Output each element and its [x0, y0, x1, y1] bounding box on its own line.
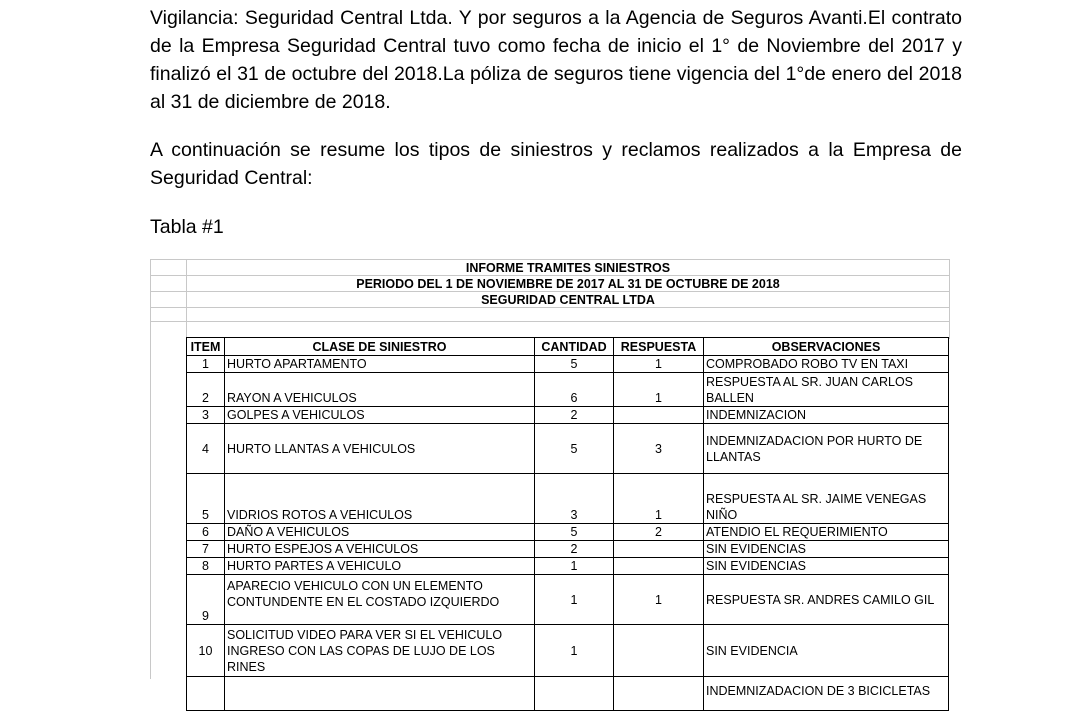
cell-observaciones: INDEMNIZADACION DE 3 BICICLETAS — [704, 677, 949, 711]
cell-respuesta: 1 — [614, 575, 704, 625]
cell-cantidad — [535, 677, 614, 711]
cell-item: 9 — [187, 575, 225, 625]
cell-cantidad: 5 — [535, 524, 614, 541]
cell-clase: HURTO LLANTAS A VEHICULOS — [225, 424, 535, 474]
cell-item: 5 — [187, 474, 225, 524]
header-respuesta: RESPUESTA — [614, 338, 704, 356]
table-row — [187, 541, 949, 558]
cell-cantidad: 2 — [535, 407, 614, 424]
claims-table — [186, 337, 949, 711]
cell-observaciones: RESPUESTA AL SR. JUAN CARLOS BALLEN — [704, 373, 949, 407]
table-row — [187, 677, 949, 711]
cell-clase: VIDRIOS ROTOS A VEHICULOS — [225, 474, 535, 524]
cell-cantidad: 1 — [535, 558, 614, 575]
cell-cantidad: 5 — [535, 424, 614, 474]
cell-clase: DAÑO A VEHICULOS — [225, 524, 535, 541]
cell-respuesta: 1 — [614, 474, 704, 524]
cell-respuesta — [614, 541, 704, 558]
cell-respuesta: 2 — [614, 524, 704, 541]
cell-respuesta: 3 — [614, 424, 704, 474]
cell-clase: HURTO ESPEJOS A VEHICULOS — [225, 541, 535, 558]
cell-observaciones: SIN EVIDENCIAS — [704, 558, 949, 575]
cell-cantidad: 1 — [535, 625, 614, 677]
table-row — [187, 524, 949, 541]
table-row — [187, 474, 949, 524]
spreadsheet-image — [150, 259, 950, 699]
cell-observaciones: RESPUESTA AL SR. JAIME VENEGAS NIÑO — [704, 474, 949, 524]
header-cantidad: CANTIDAD — [535, 338, 614, 356]
cell-observaciones: RESPUESTA SR. ANDRES CAMILO GIL — [704, 575, 949, 625]
cell-clase: RAYON A VEHICULOS — [225, 373, 535, 407]
cell-cantidad: 3 — [535, 474, 614, 524]
cell-observaciones: COMPROBADO ROBO TV EN TAXI — [704, 356, 949, 373]
cell-item — [187, 677, 225, 711]
cell-observaciones: SIN EVIDENCIAS — [704, 541, 949, 558]
cell-clase: HURTO PARTES A VEHICULO — [225, 558, 535, 575]
cell-cantidad: 6 — [535, 373, 614, 407]
header-clase: CLASE DE SINIESTRO — [225, 338, 535, 356]
cell-clase: GOLPES A VEHICULOS — [225, 407, 535, 424]
cell-clase — [225, 677, 535, 711]
cell-respuesta: 1 — [614, 356, 704, 373]
cell-item: 2 — [187, 373, 225, 407]
report-period: PERIODO DEL 1 DE NOVIEMBRE DE 2017 AL 31 DE OCTUBRE DE 2018 — [356, 277, 780, 291]
table-row — [187, 356, 949, 373]
table-header-row — [187, 338, 949, 356]
cell-item: 3 — [187, 407, 225, 424]
cell-cantidad: 1 — [535, 575, 614, 625]
cell-respuesta — [614, 677, 704, 711]
cell-observaciones: SIN EVIDENCIA — [704, 625, 949, 677]
cell-item: 8 — [187, 558, 225, 575]
cell-clase: SOLICITUD VIDEO PARA VER SI EL VEHICULO INGRESO CON LAS COPAS DE LUJO DE LOS RINES — [225, 625, 535, 677]
table-row — [187, 407, 949, 424]
table-row — [187, 424, 949, 474]
cell-item: 7 — [187, 541, 225, 558]
cell-item: 1 — [187, 356, 225, 373]
table-caption: Tabla #1 — [150, 216, 224, 238]
cell-observaciones: INDEMNIZACION — [704, 407, 949, 424]
cell-cantidad: 5 — [535, 356, 614, 373]
header-observaciones: OBSERVACIONES — [704, 338, 949, 356]
report-company: SEGURIDAD CENTRAL LTDA — [481, 293, 655, 307]
table-row — [187, 575, 949, 625]
cell-respuesta: 1 — [614, 373, 704, 407]
report-title: INFORME TRAMITES SINIESTROS — [465, 261, 671, 275]
summary-paragraph: A continuación se resume los tipos de siniestros y reclamos realizados a la Empresa de Seguridad Central: — [150, 139, 962, 189]
cell-item: 4 — [187, 424, 225, 474]
cell-clase: HURTO APARTAMENTO — [225, 356, 535, 373]
cell-respuesta — [614, 625, 704, 677]
cell-observaciones: INDEMNIZADACION POR HURTO DE LLANTAS — [704, 424, 949, 474]
cell-respuesta — [614, 558, 704, 575]
cell-clase: APARECIO VEHICULO CON UN ELEMENTO CONTUNDENTE EN EL COSTADO IZQUIERDO — [225, 575, 535, 625]
table-row — [187, 558, 949, 575]
cell-observaciones: ATENDIO EL REQUERIMIENTO — [704, 524, 949, 541]
intro-paragraph: Vigilancia: Seguridad Central Ltda. Y por seguros a la Agencia de Seguros Avanti.El contrato de la Empresa Seguridad Central tuvo como fecha de inicio el 1° de Noviembre del 2017 y finalizó el 31 de octubre del 2018.La póliza de seguros tiene vigencia del 1°de enero del 2018 al 31 de diciembre de 2018. — [150, 7, 962, 113]
gridline — [150, 259, 151, 679]
cell-cantidad: 2 — [535, 541, 614, 558]
header-item: ITEM — [187, 338, 225, 356]
cell-item: 10 — [187, 625, 225, 677]
gridline — [150, 321, 950, 322]
table-row — [187, 373, 949, 407]
table-row — [187, 625, 949, 677]
cell-respuesta — [614, 407, 704, 424]
cell-item: 6 — [187, 524, 225, 541]
